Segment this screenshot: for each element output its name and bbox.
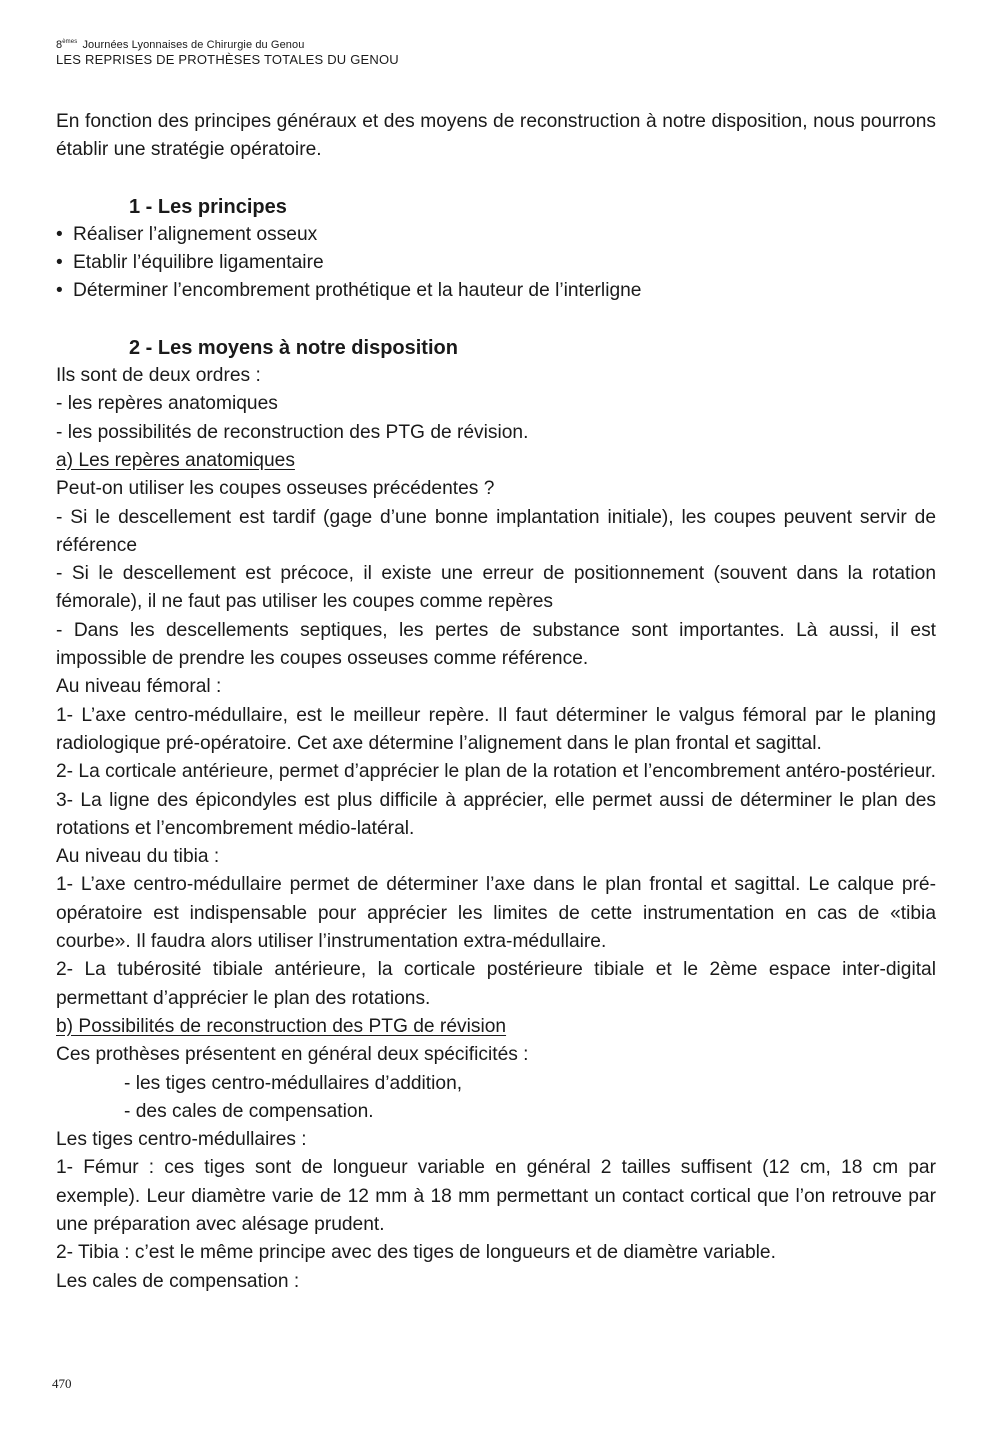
subsection-b-title: b) Possibilités de reconstruction des PTG de révision (56, 1015, 507, 1037)
subsection-a-question: Peut-on utiliser les coupes osseuses précédentes ? (56, 478, 495, 500)
bullet-icon: • (56, 280, 63, 302)
principle-text: Réaliser l’alignement osseux (73, 223, 318, 245)
principle-bullet (56, 221, 936, 249)
wedges-title: Les cales de compensation : (56, 1270, 300, 1292)
running-head (56, 36, 756, 67)
principle-bullet (56, 277, 936, 305)
subsection-b-intro: Ces prothèses présentent en général deux spécificités : (56, 1044, 529, 1066)
cut-reference-point: - Si le descellement est précoce, il existe une erreur de positionnement (souvent dans la rotation fémorale), il ne faut pas utiliser les coupes comme repères (56, 563, 936, 613)
principle-text: Etablir l’équilibre ligamentaire (73, 252, 324, 274)
edition-number: 8 (56, 39, 63, 51)
tibia-point: 1- L’axe centro-médullaire permet de déterminer l’axe dans le plan frontal et sagittal. Le calque pré-opératoire est indispensable pour apprécier les limites de cette instrumentation en cas de «tibia courbe». Il faudra alors utiliser l’instrumentation extra-médullaire. (56, 874, 936, 953)
cut-reference-point: - Si le descellement est tardif (gage d’une bonne implantation initiale), les coupes peuvent servir de référence (56, 506, 936, 556)
specific-item: - des cales de compensation. (124, 1100, 374, 1122)
subsection-a-title: a) Les repères anatomiques (56, 449, 295, 471)
femoral-point: 3- La ligne des épicondyles est plus difficile à apprécier, elle permet aussi de déterminer le plan des rotations et l’encombrement médio-latéral. (56, 789, 936, 839)
specific-item: - les tiges centro-médullaires d’addition, (124, 1072, 463, 1094)
femoral-title: Au niveau fémoral : (56, 676, 222, 698)
book-title: LES REPRISES DE PROTHÈSES TOTALES DU GENOU (56, 52, 399, 67)
section-2-line: Ils sont de deux ordres : (56, 365, 261, 387)
bullet-icon: • (56, 223, 63, 245)
tibia-point: 2- La tubérosité tibiale antérieure, la corticale postérieure tibiale et le 2ème espace inter-digital permettant d’apprécier le plan des rotations. (56, 959, 936, 1009)
intro-paragraph: En fonction des principes généraux et des moyens de reconstruction à notre disposition, nous pourrons établir une stratégie opératoire. (56, 111, 936, 161)
event-name: Journées Lyonnaises de Chirurgie du Genou (82, 39, 305, 51)
principle-text: Déterminer l’encombrement prothétique et la hauteur de l’interligne (73, 280, 642, 302)
stems-title: Les tiges centro-médullaires : (56, 1129, 307, 1151)
cut-reference-point: - Dans les descellements septiques, les pertes de substance sont importantes. Là aussi, il est impossible de prendre les coupes osseuses comme référence. (56, 619, 936, 670)
stems-point: 1- Fémur : ces tiges sont de longueur variable en général 2 tailles suffisent (12 cm, 18 cm par exemple). Leur diamètre varie de 12 mm à 18 mm permettant un contact cortical que l’on retrouve par une préparation avec alésage prudent. (56, 1157, 936, 1235)
section-2-line: - les possibilités de reconstruction des PTG de révision. (56, 421, 529, 443)
section-2-line: - les repères anatomiques (56, 393, 278, 415)
page-number: 470 (52, 1376, 72, 1391)
tibia-title: Au niveau du tibia : (56, 846, 220, 868)
section-1-heading: 1 - Les principes (129, 195, 287, 218)
spacer (56, 306, 936, 334)
section-2-heading: 2 - Les moyens à notre disposition (129, 336, 458, 359)
body-text (56, 108, 936, 1296)
running-head-event (56, 36, 756, 52)
bullet-icon: • (56, 252, 63, 274)
femoral-point: 1- L’axe centro-médullaire, est le meilleur repère. Il faut déterminer le valgus fémoral par le planing radiologique pré-opératoire. Cet axe détermine l’alignement dans le plan frontal et sagittal. (56, 704, 936, 754)
stems-point: 2- Tibia : c’est le même principe avec des tiges de longueurs et de diamètre variable. (56, 1242, 776, 1264)
femoral-point: 2- La corticale antérieure, permet d’apprécier le plan de la rotation et l’encombrement antéro-postérieur. (56, 761, 936, 783)
edition-suffix: èmes (62, 39, 78, 45)
principle-bullet (56, 249, 936, 277)
spacer (56, 165, 936, 193)
